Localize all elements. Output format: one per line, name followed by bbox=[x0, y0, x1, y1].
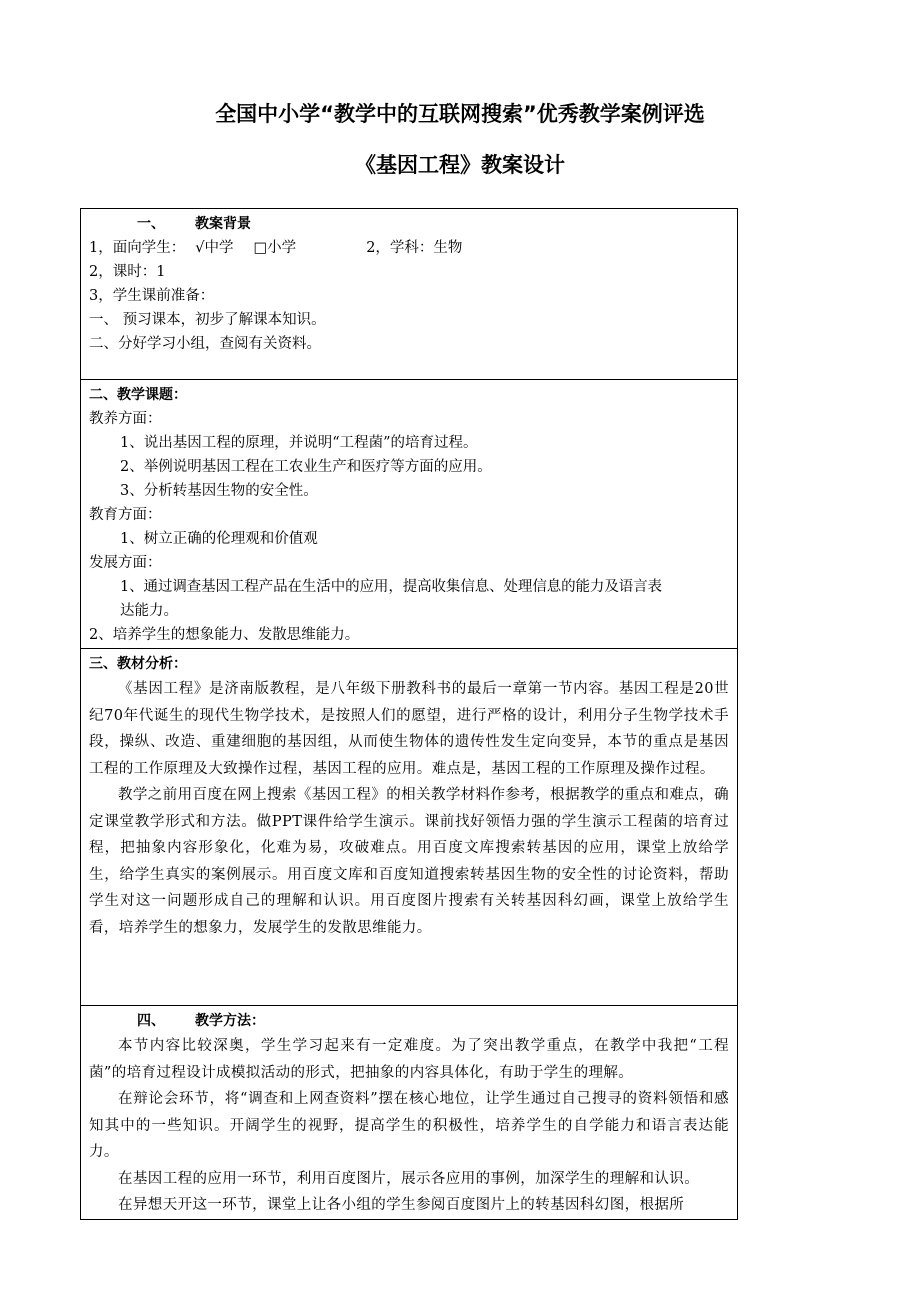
goal-group-label: 发展方面： bbox=[89, 555, 162, 571]
goal-item: 2、培养学生的想象能力、发散思维能力。 bbox=[89, 627, 360, 643]
section-background bbox=[81, 209, 738, 380]
analysis-paragraph: 《基因工程》是济南版教程，是八年级下册教科书的最后一章第一节内容。基因工程是20世纪70年代诞生的现代生物学技术，是按照人们的愿望，进行严格的设计，利用分子生物学技术手段，操纵、改造、重建细胞的基因组，从而使生物体的遗传性发生定向变异，本节的重点是基因工程的工作原理及大致操作过程，基因工程的应用。难点是，基因工程的工作原理及操作过程。 bbox=[89, 681, 729, 777]
section-material-analysis bbox=[81, 649, 738, 1006]
section-heading bbox=[89, 212, 729, 236]
section-number: 四、 bbox=[137, 1013, 165, 1029]
section-teaching-methods bbox=[81, 1006, 738, 1220]
goal-item: 1、树立正确的伦理观和价值观 bbox=[120, 531, 318, 547]
document-title: 全国中小学“教学中的互联网搜索”优秀教学案例评选 bbox=[215, 102, 705, 126]
document-subtitle: 《基因工程》教案设计 bbox=[355, 153, 565, 177]
method-paragraph: 在异想天开这一环节，课堂上让各小组的学生参阅百度图片上的转基因科幻图，根据所 bbox=[118, 1197, 685, 1213]
subject-text: 2，学科：生物 bbox=[366, 240, 463, 256]
goal-item: 1、说出基因工程的原理，并说明“工程菌”的培育过程。 bbox=[120, 435, 478, 451]
goal-group-label: 教养方面： bbox=[89, 411, 162, 427]
lesson-plan-table bbox=[80, 208, 738, 1220]
section-title: 教案背景 bbox=[195, 216, 251, 232]
goal-item: 2、举例说明基因工程在工农业生产和医疗等方面的应用。 bbox=[120, 459, 492, 475]
prep-item: 一、 预习课本，初步了解课本知识。 bbox=[89, 312, 326, 328]
method-paragraph: 本节内容比较深奥，学生学习起来有一定难度。为了突出教学重点，在教学中我把“工程菌”的培育过程设计成模拟活动的形式，把抽象的内容具体化，有助于学生的理解。 bbox=[89, 1038, 729, 1081]
goal-item: 1、通过调查基因工程产品在生活中的应用，提高收集信息、处理信息的能力及语言表 bbox=[120, 579, 662, 595]
middle-school-checkbox: √中学 bbox=[195, 240, 234, 256]
prep-label: 3，学生课前准备： bbox=[89, 288, 215, 304]
goal-item-continued: 达能力。 bbox=[120, 603, 178, 619]
goal-item: 3、分析转基因生物的安全性。 bbox=[120, 483, 318, 499]
method-paragraph: 在辩论会环节，将“调查和上网查资料”摆在核心地位，让学生通过自己搜寻的资料领悟和感知其中的一些知识。开阔学生的视野，提高学生的积极性，培养学生的自学能力和语言表达能力。 bbox=[89, 1091, 729, 1160]
analysis-paragraph: 教学之前用百度在网上搜索《基因工程》的相关教学材料作参考，根据教学的重点和难点，确定课堂教学形式和方法。做PPT课件给学生演示。课前找好领悟力强的学生演示工程菌的培育过程，把抽象内容形象化，化难为易，攻破难点。用百度文库搜索转基因的应用，课堂上放给学生，给学生真实的案例展示。用百度文库和百度知道搜索转基因生物的安全性的讨论资料，帮助学生对这一问题形成自己的理解和认识。用百度图片搜索有关转基因科幻画，课堂上放给学生看，培养学生的想象力，发展学生的发散思维能力。 bbox=[89, 787, 729, 936]
section-heading: 二、教学课题： bbox=[89, 387, 187, 403]
hours-text: 2，课时：1 bbox=[89, 264, 166, 280]
method-paragraph: 在基因工程的应用一环节，利用百度图片，展示各应用的事例，加深学生的理解和认识。 bbox=[118, 1170, 700, 1187]
primary-school-checkbox: □小学 bbox=[253, 240, 297, 256]
section-heading: 三、教材分析： bbox=[89, 656, 187, 672]
section-heading bbox=[89, 1009, 729, 1033]
audience-label: 1，面向学生： bbox=[89, 240, 186, 256]
audience-line bbox=[89, 236, 729, 260]
prep-item: 二、分好学习小组，查阅有关资料。 bbox=[89, 336, 321, 352]
goal-group-label: 教育方面： bbox=[89, 507, 162, 523]
section-title: 教学方法： bbox=[195, 1013, 265, 1029]
section-number: 一、 bbox=[137, 216, 165, 232]
section-topic bbox=[81, 380, 738, 649]
